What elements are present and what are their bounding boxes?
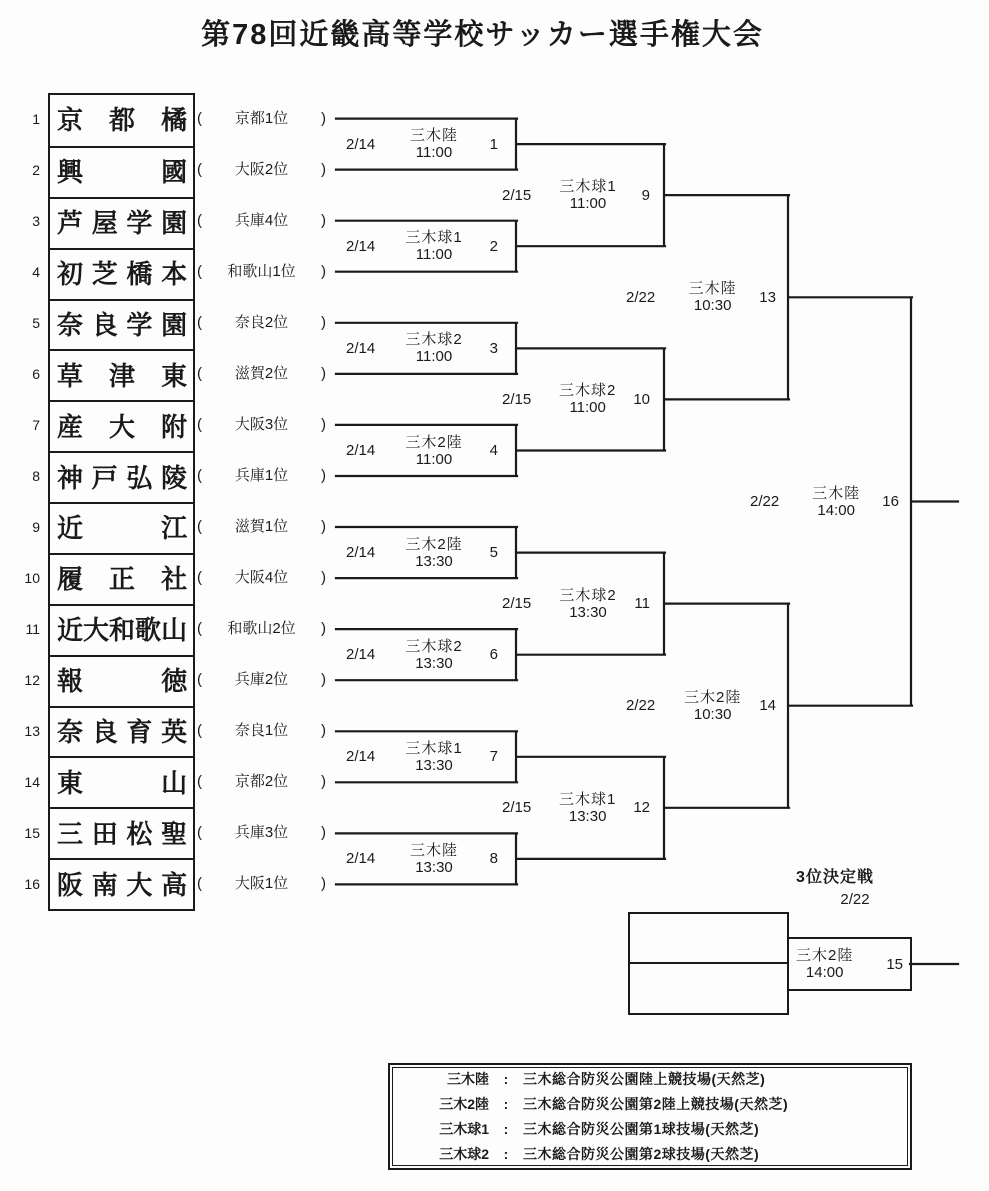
team-seed: 大阪1位 (234, 875, 289, 893)
match-number: 8 (489, 850, 498, 868)
seed-close-paren: ) (321, 518, 326, 535)
seed-open-paren: ( (197, 518, 202, 535)
legend-abbr: 三木球2 (439, 1146, 489, 1162)
seed-open-paren: ( (197, 620, 202, 638)
team-number: 5 (32, 314, 40, 331)
team-seed-row (197, 160, 326, 180)
team-seed: 滋賀1位 (234, 518, 289, 535)
match-1-info (338, 118, 506, 170)
team-seed-row (197, 415, 326, 435)
team-name-box (50, 655, 194, 706)
seed-close-paren: ) (321, 313, 326, 331)
team-name-box (50, 553, 194, 604)
match-date: 2/15 (502, 799, 532, 817)
seed-open-paren: ( (197, 467, 202, 484)
seed-open-paren: ( (197, 364, 202, 382)
team-name: 近 江 (57, 513, 188, 544)
team-number: 13 (24, 723, 40, 740)
team-number: 15 (24, 825, 40, 842)
match-venue: 三木2陸 (796, 947, 854, 964)
match-number: 4 (489, 442, 498, 459)
match-time: 11:00 (415, 348, 453, 366)
match-16-info (742, 476, 907, 528)
legend-desc: 三木総合防災公園第2陸上競技場(天然芝) (523, 1096, 789, 1112)
match-date: 2/15 (502, 595, 532, 613)
team-name: 草 津 東 (57, 360, 188, 391)
match-date: 2/14 (346, 135, 376, 153)
team-name: 三 田 松 聖 (57, 818, 188, 849)
team-seed: 兵庫4位 (234, 211, 289, 229)
match-date: 2/14 (346, 850, 376, 868)
match-2-info (338, 220, 506, 272)
match-venue: 三木陸 (812, 484, 861, 502)
third-place-title: 3位決定戦 (796, 869, 874, 886)
match-date: 2/22 (626, 288, 656, 306)
match-time: 10:30 (693, 705, 732, 723)
team-seed-row (197, 568, 326, 588)
team-name: 近 大 和 歌 山 (57, 615, 188, 646)
team-seed-row (197, 823, 326, 843)
team-name-box (50, 248, 194, 299)
team-name-box (50, 706, 194, 757)
seed-open-paren: ( (197, 773, 202, 791)
third-place-match-box (787, 937, 912, 991)
team-name: 産 大 附 (57, 411, 188, 442)
third-place-slot-bottom (630, 964, 787, 1014)
legend-row (393, 1092, 907, 1116)
tournament-title: 第78回近畿高等学校サッカー選手権大会 (201, 19, 764, 51)
match-number: 7 (489, 748, 498, 766)
match-time: 13:30 (415, 756, 453, 774)
team-name-box (50, 604, 194, 655)
team-seed-row (197, 262, 326, 282)
team-name-box (50, 502, 194, 553)
match-number: 12 (633, 799, 650, 817)
seed-open-paren: ( (197, 415, 202, 433)
match-number: 2 (489, 237, 498, 255)
match-number: 11 (634, 595, 650, 613)
team-number: 7 (32, 416, 40, 433)
seed-open-paren: ( (197, 875, 202, 893)
match-venue: 三木球2 (405, 637, 463, 655)
team-number: 6 (32, 365, 40, 382)
match-number: 5 (489, 544, 498, 562)
legend-abbr: 三木球1 (439, 1121, 489, 1137)
match-time: 11:00 (415, 246, 453, 264)
team-name: 奈 良 育 英 (57, 716, 188, 747)
team-name: 履 正 社 (57, 564, 188, 595)
seed-close-paren: ) (321, 569, 326, 587)
match-14-info (618, 680, 784, 732)
team-name-box (50, 807, 194, 858)
team-seed-row (197, 109, 326, 129)
team-seed: 京都2位 (234, 773, 289, 791)
team-seed-row (197, 313, 326, 333)
match-number: 1 (489, 135, 498, 153)
team-seed-row (197, 772, 326, 792)
seed-close-paren: ) (321, 875, 326, 893)
team-name: 阪 南 大 高 (57, 869, 188, 900)
seed-close-paren: ) (321, 160, 326, 178)
team-name: 芦 屋 学 園 (57, 208, 188, 239)
match-venue: 三木陸 (688, 280, 737, 298)
team-number: 10 (24, 570, 40, 587)
seed-close-paren: ) (321, 364, 326, 382)
team-name: 初 芝 橋 本 (57, 259, 188, 290)
team-seed-row (197, 211, 326, 231)
match-number: 15 (886, 955, 903, 973)
match-date: 2/15 (502, 390, 532, 408)
match-date: 2/22 (626, 697, 656, 715)
team-name-box (50, 349, 194, 400)
team-number: 3 (32, 212, 40, 229)
legend-colon: : (503, 1071, 509, 1087)
match-time: 13:30 (569, 603, 607, 621)
match-7-info (338, 731, 506, 783)
seed-open-paren: ( (197, 109, 202, 127)
team-seed: 大阪4位 (234, 569, 289, 587)
seed-close-paren: ) (321, 211, 326, 229)
team-number: 9 (32, 519, 40, 535)
seed-close-paren: ) (321, 671, 326, 689)
seed-open-paren: ( (197, 313, 202, 331)
seed-open-paren: ( (197, 262, 202, 280)
team-seed: 奈良2位 (234, 313, 289, 331)
match-time: 13:30 (415, 858, 453, 876)
team-seed-row (197, 619, 326, 639)
match-13-info (618, 271, 784, 323)
match-time: 10:30 (693, 297, 732, 315)
match-number: 10 (633, 390, 650, 408)
team-number: 12 (24, 672, 40, 689)
match-time: 14:00 (817, 501, 855, 519)
third-place-slots (628, 912, 789, 1015)
venue-legend (388, 1063, 912, 1170)
match-time: 13:30 (415, 654, 453, 672)
match-12-info (494, 782, 658, 834)
third-place-slot-top (630, 914, 787, 964)
seed-close-paren: ) (321, 620, 326, 638)
team-seed-row (197, 721, 326, 741)
team-seed: 大阪3位 (234, 415, 289, 433)
team-name: 奈 良 学 園 (57, 309, 188, 340)
team-number: 4 (32, 263, 40, 280)
match-10-info (494, 373, 658, 425)
legend-desc: 三木総合防災公園陸上競技場(天然芝) (523, 1071, 766, 1087)
legend-desc: 三木総合防災公園第1球技場(天然芝) (523, 1121, 760, 1137)
team-seed: 京都1位 (234, 109, 289, 127)
team-seed: 兵庫1位 (234, 467, 289, 484)
legend-abbr: 三木陸 (447, 1071, 489, 1087)
match-6-info (338, 629, 506, 681)
team-name: 神 戸 弘 陵 (57, 462, 188, 493)
match-date: 2/14 (346, 544, 376, 562)
team-number: 8 (32, 468, 40, 484)
match-number: 6 (489, 646, 498, 664)
legend-abbr: 三木2陸 (439, 1096, 489, 1112)
legend-colon: : (503, 1096, 509, 1112)
seed-open-paren: ( (197, 160, 202, 178)
match-11-info (494, 578, 658, 630)
team-number: 1 (32, 110, 40, 127)
team-name-box (50, 756, 194, 807)
match-number: 9 (641, 186, 650, 204)
seed-open-paren: ( (197, 824, 202, 842)
match-time: 11:00 (415, 144, 453, 162)
match-venue: 三木2陸 (405, 535, 463, 553)
match-date: 2/22 (750, 493, 780, 510)
match-venue: 三木球1 (559, 178, 617, 196)
seed-close-paren: ) (321, 467, 326, 484)
match-date: 2/14 (346, 646, 376, 664)
team-seed: 滋賀2位 (234, 364, 289, 382)
team-name-box (50, 95, 194, 146)
match-number: 14 (759, 697, 776, 715)
match-venue: 三木球2 (558, 382, 617, 400)
match-venue: 三木2陸 (405, 433, 463, 451)
match-date: 2/14 (346, 748, 376, 766)
match-time: 14:00 (805, 964, 844, 981)
team-name-box (50, 146, 194, 197)
match-5-info (338, 527, 506, 579)
third-place-date: 2/22 (840, 891, 870, 908)
match-venue: 三木陸 (409, 127, 458, 145)
team-name-box (50, 858, 194, 909)
legend-row (393, 1117, 907, 1141)
match-number: 16 (882, 493, 899, 510)
team-name: 興 國 (57, 157, 188, 188)
match-number: 3 (489, 339, 498, 357)
legend-row (393, 1142, 907, 1166)
match-4-info (338, 425, 506, 477)
match-number: 13 (759, 288, 776, 306)
team-name: 報 徳 (57, 666, 188, 697)
legend-desc: 三木総合防災公園第2球技場(天然芝) (523, 1146, 760, 1162)
legend-row (393, 1067, 907, 1091)
match-venue: 三木球2 (405, 331, 463, 349)
seed-close-paren: ) (321, 262, 326, 280)
match-time: 11:00 (415, 450, 453, 468)
team-name: 東 山 (57, 767, 188, 798)
seed-open-paren: ( (197, 671, 202, 689)
match-time: 13:30 (568, 807, 607, 825)
team-seed: 兵庫2位 (234, 671, 289, 689)
team-name-box (50, 400, 194, 451)
match-date: 2/14 (346, 339, 376, 357)
team-seed-row (197, 874, 326, 894)
team-seed-row (197, 517, 326, 537)
team-name-box (50, 451, 194, 502)
match-9-info (494, 169, 658, 221)
team-name-box (50, 197, 194, 248)
match-time: 13:30 (415, 552, 453, 570)
seed-close-paren: ) (321, 415, 326, 433)
team-number: 14 (24, 774, 40, 791)
match-time: 11:00 (569, 195, 607, 213)
seed-open-paren: ( (197, 569, 202, 587)
match-8-info (338, 833, 506, 885)
match-venue: 三木球1 (405, 229, 463, 247)
match-venue: 三木陸 (409, 841, 458, 859)
venue-legend-inner (392, 1067, 908, 1166)
legend-colon: : (503, 1146, 509, 1162)
seed-open-paren: ( (197, 722, 202, 740)
team-number: 2 (32, 161, 40, 178)
match-venue: 三木2陸 (683, 688, 742, 706)
match-date: 2/15 (502, 186, 532, 204)
team-seed: 大阪2位 (234, 160, 289, 178)
match-venue: 三木球1 (558, 790, 617, 808)
team-seed: 和歌山1位 (227, 262, 296, 280)
seed-open-paren: ( (197, 211, 202, 229)
team-column (48, 93, 195, 911)
team-seed-row (197, 364, 326, 384)
team-name-box (50, 299, 194, 350)
seed-close-paren: ) (321, 773, 326, 791)
match-date: 2/14 (346, 442, 376, 459)
team-number: 16 (24, 876, 40, 893)
team-seed: 兵庫3位 (234, 824, 289, 842)
seed-close-paren: ) (321, 824, 326, 842)
team-name: 京 都 橘 (57, 105, 188, 136)
seed-close-paren: ) (321, 722, 326, 740)
team-seed: 奈良1位 (234, 722, 289, 740)
team-seed: 和歌山2位 (227, 620, 296, 638)
team-seed-row (197, 670, 326, 690)
match-3-info (338, 322, 506, 374)
seed-close-paren: ) (321, 109, 326, 127)
match-venue: 三木球2 (559, 586, 617, 604)
match-venue: 三木球1 (405, 739, 463, 757)
team-number: 11 (25, 621, 40, 638)
match-date: 2/14 (346, 237, 376, 255)
legend-colon: : (503, 1121, 509, 1137)
team-seed-row (197, 466, 326, 486)
match-time: 11:00 (569, 399, 606, 417)
